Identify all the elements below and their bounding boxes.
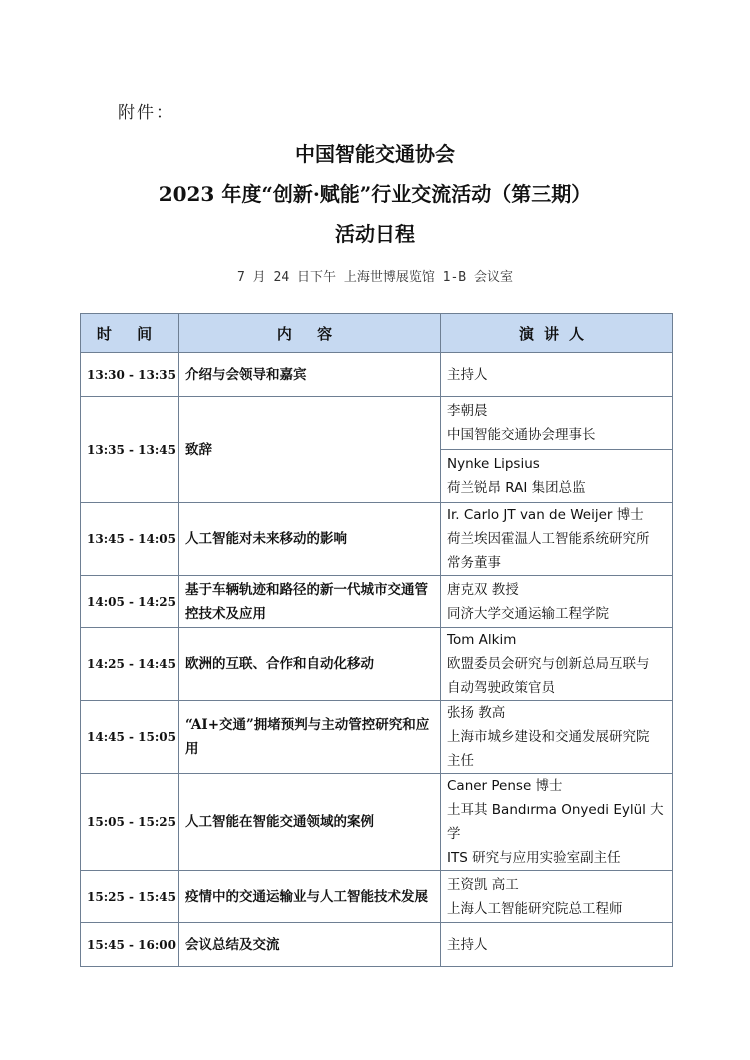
- table-row: [81, 774, 673, 871]
- speaker-line: 荷兰锐昂 RAI 集团总监: [447, 480, 586, 496]
- table-row: [81, 923, 673, 967]
- table-row: [81, 701, 673, 774]
- speaker-line: 主持人: [447, 936, 488, 953]
- title-event: 2023 年度“创新·赋能”行业交流活动（第三期）: [158, 182, 592, 206]
- speaker-line: 主任: [447, 753, 474, 769]
- speaker-line: 欧盟委员会研究与创新总局互联与: [447, 656, 650, 672]
- session-topic: 会议总结及交流: [179, 923, 441, 967]
- speaker-line: 上海人工智能研究院总工程师: [447, 900, 623, 917]
- header-speaker: 演讲人: [441, 314, 673, 353]
- session-time: 15:05 - 15:25: [81, 774, 179, 871]
- table-row: [81, 353, 673, 397]
- session-speaker: [441, 628, 673, 701]
- speaker-line: 土耳其 Bandırma Onyedi Eylül 大学: [447, 802, 664, 842]
- session-speaker: [441, 701, 673, 774]
- attachment-label: 附件：: [118, 103, 175, 123]
- table-header-row: [81, 314, 673, 353]
- session-time: 13:30 - 13:35: [81, 353, 179, 397]
- speaker-line: 同济大学交通运输工程学院: [447, 605, 609, 622]
- speaker-line: 自动驾驶政策官员: [447, 680, 555, 696]
- title-organization: 中国智能交通协会: [295, 142, 455, 166]
- session-speaker: [441, 450, 673, 503]
- event-date-location: 7 月 24 日下午 上海世博展览馆 1-B 会议室: [237, 270, 513, 285]
- speaker-line: 唐克双 教授: [447, 581, 519, 598]
- speaker-line: ITS 研究与应用实验室副主任: [447, 850, 621, 866]
- speaker-line: 王资凯 高工: [447, 876, 519, 893]
- table-row: [81, 503, 673, 576]
- header-content: 内 容: [179, 314, 441, 353]
- speaker-line: 中国智能交通协会理事长: [447, 427, 596, 443]
- session-speaker: [441, 503, 673, 576]
- speaker-line: Caner Pense 博士: [447, 778, 563, 794]
- session-speaker: [441, 576, 673, 628]
- session-speaker: [441, 774, 673, 871]
- session-speaker: [441, 353, 673, 397]
- document-title: [0, 134, 750, 254]
- session-topic: “AI+交通”拥堵预判与主动管控研究和应用: [179, 701, 441, 774]
- session-topic: 欧洲的互联、合作和自动化移动: [179, 628, 441, 701]
- table-row: [81, 576, 673, 628]
- header-time: 时 间: [81, 314, 179, 353]
- speaker-line: Nynke Lipsius: [447, 456, 540, 472]
- session-topic: 基于车辆轨迹和路径的新一代城市交通管控技术及应用: [179, 576, 441, 628]
- schedule-body: [81, 353, 673, 967]
- session-topic: 人工智能对未来移动的影响: [179, 503, 441, 576]
- speaker-line: 常务董事: [447, 555, 501, 571]
- speaker-line: 上海市城乡建设和交通发展研究院: [447, 729, 650, 745]
- session-speaker: [441, 871, 673, 923]
- session-time: 14:25 - 14:45: [81, 628, 179, 701]
- session-speaker: [441, 923, 673, 967]
- table-row: [81, 871, 673, 923]
- title-schedule: 活动日程: [335, 222, 415, 246]
- speaker-line: 李朝晨: [447, 403, 488, 419]
- session-topic: 疫情中的交通运输业与人工智能技术发展: [179, 871, 441, 923]
- table-row: [81, 397, 673, 450]
- session-topic: 人工智能在智能交通领域的案例: [179, 774, 441, 871]
- session-time: 14:45 - 15:05: [81, 701, 179, 774]
- speaker-line: Tom Alkim: [447, 632, 517, 648]
- session-topic: 介绍与会领导和嘉宾: [179, 353, 441, 397]
- session-speaker: [441, 397, 673, 450]
- speaker-line: Ir. Carlo JT van de Weijer 博士: [447, 507, 644, 523]
- schedule-table: [80, 313, 673, 967]
- speaker-line: 张扬 教高: [447, 705, 506, 721]
- session-time: 15:45 - 16:00: [81, 923, 179, 967]
- speaker-line: 主持人: [447, 366, 488, 383]
- table-row: [81, 628, 673, 701]
- speaker-line: 荷兰埃因霍温人工智能系统研究所: [447, 531, 650, 547]
- session-time: 15:25 - 15:45: [81, 871, 179, 923]
- session-time: 13:45 - 14:05: [81, 503, 179, 576]
- session-time: 14:05 - 14:25: [81, 576, 179, 628]
- session-time: 13:35 - 13:45: [81, 397, 179, 503]
- session-topic: 致辞: [179, 397, 441, 503]
